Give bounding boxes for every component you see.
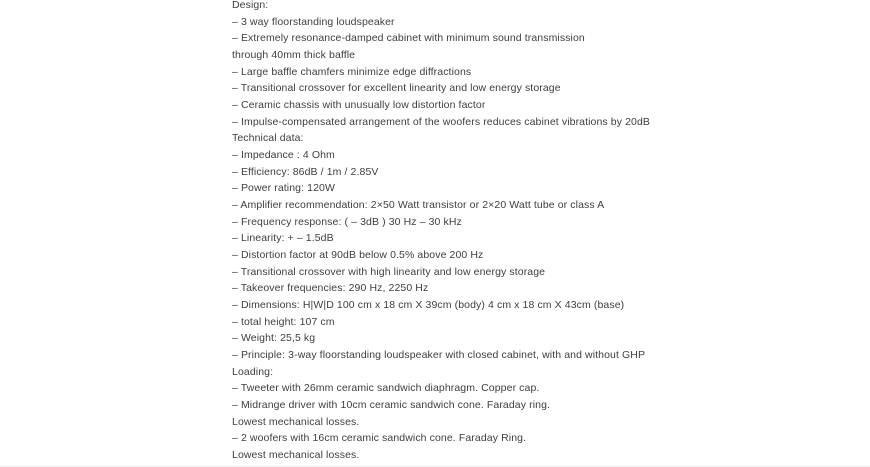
text-line: Design: xyxy=(232,0,269,11)
text-line: – Transitional crossover with high linearity and low energy storage xyxy=(232,265,546,278)
text-line: – Efficiency: 86dB / 1m / 2.85V xyxy=(232,165,379,178)
text-line: – Takeover frequencies: 290 Hz, 2250 Hz xyxy=(232,282,429,295)
text-line: – Ceramic chassis with unusually low distortion factor xyxy=(232,99,486,112)
text-line: – Transitional crossover for excellent linearity and low energy storage xyxy=(232,82,561,95)
text-line: – total height: 107 cm xyxy=(232,315,335,328)
text-line: – 3 way floorstanding loudspeaker xyxy=(232,15,395,28)
text-line: – Impedance : 4 Ohm xyxy=(232,149,335,162)
text-line: – Power rating: 120W xyxy=(232,182,335,195)
text-line: – Extremely resonance-damped cabinet with minimum sound transmission xyxy=(232,32,585,45)
text-line: – Linearity: + – 1.5dB xyxy=(232,232,334,245)
text-line: Lowest mechanical losses. xyxy=(232,415,360,428)
text-line: – Midrange driver with 10cm ceramic sandwich cone. Faraday ring. xyxy=(232,399,551,412)
text-line: through 40mm thick baffle xyxy=(232,49,356,62)
text-line: – Principle: 3-way floorstanding loudspeaker with closed cabinet, with and without GHP xyxy=(232,349,646,362)
text-line: – Distortion factor at 90dB below 0.5% above 200 Hz xyxy=(232,249,484,262)
text-line: Lowest mechanical losses. xyxy=(232,449,360,462)
text-line: – Weight: 25,5 kg xyxy=(232,332,316,345)
text-line: – Large baffle chamfers minimize edge diffractions xyxy=(232,65,472,78)
text-line: Loading: xyxy=(232,365,274,378)
text-line: – Dimensions: H|W|D 100 cm x 18 cm X 39cm (body) 4 cm x 18 cm X 43cm (base) xyxy=(232,299,625,312)
text-line: – Impulse-compensated arrangement of the woofers reduces cabinet vibrations by 20dB xyxy=(232,115,651,128)
text-line: – Frequency response: ( – 3dB ) 30 Hz – 30 kHz xyxy=(232,215,462,228)
text-line: – 2 woofers with 16cm ceramic sandwich cone. Faraday Ring. xyxy=(232,432,527,445)
text-line: – Amplifier recommendation: 2×50 Watt transistor or 2×20 Watt tube or class A xyxy=(232,199,605,212)
text-line: – Tweeter with 26mm ceramic sandwich diaphragm. Copper cap. xyxy=(232,382,540,395)
text-line: Technical data: xyxy=(232,132,304,145)
product-description-text-block xyxy=(232,0,852,464)
